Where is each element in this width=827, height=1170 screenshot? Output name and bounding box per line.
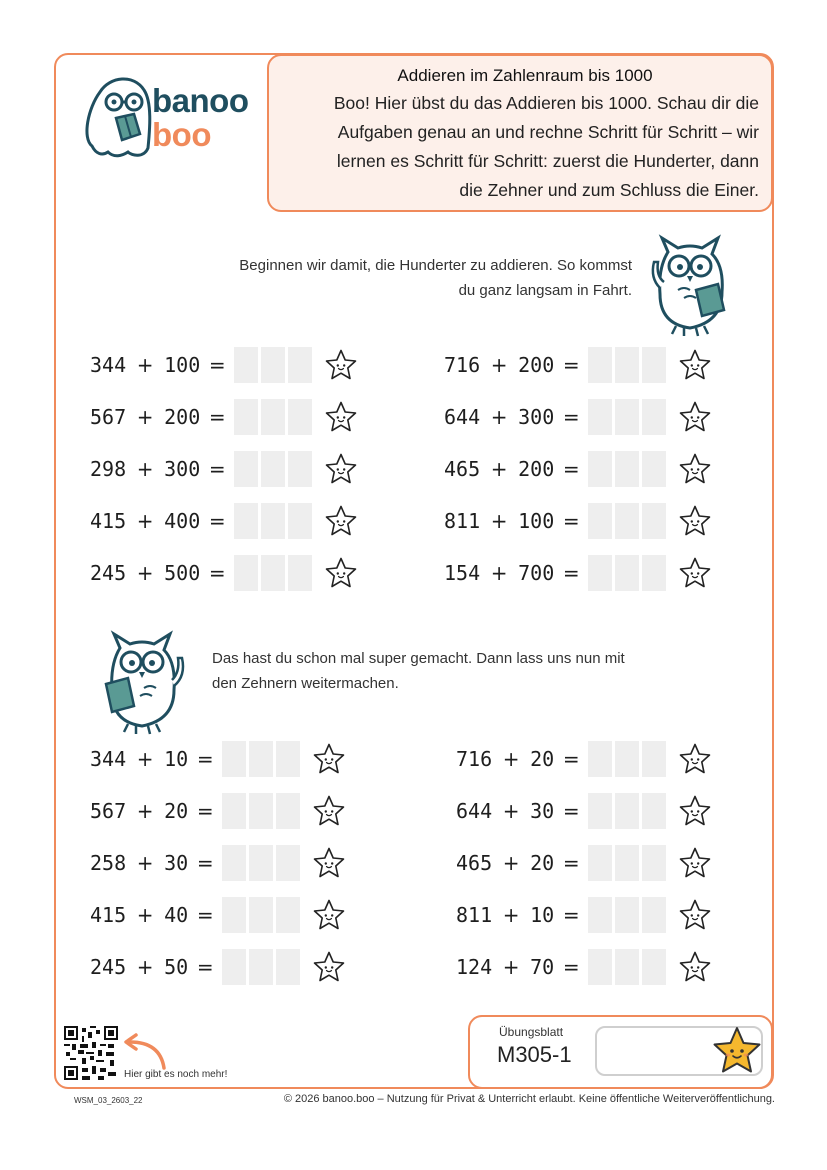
addition-task	[456, 949, 712, 985]
plus-sign: +	[502, 955, 520, 979]
addend-1: 644	[456, 799, 493, 823]
equals-sign: =	[196, 799, 214, 823]
smiling-star-icon[interactable]	[678, 400, 712, 434]
intro-line: Boo! Hier übst du das Addieren bis 1000. Schau dir die	[333, 93, 759, 113]
equals-sign: =	[196, 747, 214, 771]
instruction-line: den Zehnern weitermachen.	[212, 675, 399, 692]
digit-box[interactable]	[615, 347, 639, 383]
digit-box[interactable]	[642, 399, 666, 435]
digit-box[interactable]	[615, 451, 639, 487]
smiling-star-icon[interactable]	[324, 504, 358, 538]
plus-sign: +	[502, 799, 520, 823]
digit-box[interactable]	[642, 451, 666, 487]
answer-boxes[interactable]	[588, 949, 666, 985]
addend-2: 30	[164, 851, 189, 875]
logo-text-banoo: banoo	[152, 82, 249, 119]
digit-box[interactable]	[615, 503, 639, 539]
plus-sign: +	[136, 955, 154, 979]
owl-with-book-icon	[638, 232, 742, 340]
equals-sign: =	[562, 509, 580, 533]
addition-task	[90, 897, 346, 933]
addition-task	[90, 555, 358, 591]
intro-line: Aufgaben genau an und rechne Schritt für Schritt – wir	[337, 122, 759, 142]
addend-1: 415	[90, 903, 127, 927]
digit-box[interactable]	[222, 845, 246, 881]
plus-sign: +	[490, 353, 508, 377]
digit-box[interactable]	[588, 949, 612, 985]
smiling-star-icon[interactable]	[324, 400, 358, 434]
smiling-star-icon[interactable]	[678, 794, 712, 828]
digit-box[interactable]	[642, 503, 666, 539]
intro-line: lernen es Schritt für Schritt: zuerst die Hunderter, dann	[336, 151, 759, 171]
owl-with-book-icon	[96, 628, 200, 738]
digit-box[interactable]	[222, 897, 246, 933]
answer-boxes[interactable]	[588, 399, 666, 435]
addend-1: 811	[444, 509, 481, 533]
addend-2: 500	[164, 561, 201, 585]
addend-2: 10	[164, 747, 189, 771]
smiling-star-icon[interactable]	[312, 950, 346, 984]
equals-sign: =	[562, 457, 580, 481]
qr-label: Hier gibt es noch mehr!	[124, 1069, 228, 1080]
answer-boxes[interactable]	[222, 845, 300, 881]
digit-box[interactable]	[588, 503, 612, 539]
digit-box[interactable]	[234, 503, 258, 539]
digit-box[interactable]	[588, 399, 612, 435]
equals-sign: =	[196, 851, 214, 875]
plus-sign: +	[502, 851, 520, 875]
addition-task	[456, 741, 712, 777]
digit-box[interactable]	[261, 451, 285, 487]
equals-sign: =	[562, 955, 580, 979]
addition-task	[90, 793, 346, 829]
smiling-star-icon[interactable]	[678, 348, 712, 382]
plus-sign: +	[490, 405, 508, 429]
addition-task	[90, 347, 358, 383]
equals-sign: =	[196, 955, 214, 979]
digit-box[interactable]	[615, 845, 639, 881]
answer-boxes[interactable]	[234, 451, 312, 487]
digit-box[interactable]	[249, 741, 273, 777]
instruction-line: Das hast du schon mal super gemacht. Dann lass uns nun mit	[212, 650, 625, 667]
addend-1: 567	[90, 405, 127, 429]
smiling-star-icon[interactable]	[678, 898, 712, 932]
addend-2: 200	[518, 353, 555, 377]
digit-box[interactable]	[234, 347, 258, 383]
equals-sign: =	[562, 851, 580, 875]
digit-box[interactable]	[249, 793, 273, 829]
digit-box[interactable]	[642, 949, 666, 985]
smiling-star-icon	[711, 1025, 763, 1077]
plus-sign: +	[136, 851, 154, 875]
digit-box[interactable]	[588, 451, 612, 487]
addition-task	[90, 845, 346, 881]
smiling-star-icon[interactable]	[678, 950, 712, 984]
addition-task	[90, 949, 346, 985]
addition-task	[444, 347, 712, 383]
digit-box[interactable]	[261, 503, 285, 539]
plus-sign: +	[136, 561, 154, 585]
digit-box[interactable]	[588, 897, 612, 933]
addend-2: 700	[518, 561, 555, 585]
addition-task	[444, 451, 712, 487]
addend-2: 200	[164, 405, 201, 429]
answer-boxes[interactable]	[588, 793, 666, 829]
digit-box[interactable]	[588, 347, 612, 383]
digit-box[interactable]	[615, 793, 639, 829]
answer-boxes[interactable]	[222, 793, 300, 829]
instruction-line: Beginnen wir damit, die Hunderter zu addieren. So kommst	[239, 257, 632, 274]
plus-sign: +	[136, 509, 154, 533]
digit-box[interactable]	[642, 793, 666, 829]
answer-boxes[interactable]	[588, 555, 666, 591]
worksheet-title: Addieren im Zahlenraum bis 1000	[397, 66, 653, 85]
equals-sign: =	[196, 903, 214, 927]
digit-box[interactable]	[234, 555, 258, 591]
smiling-star-icon[interactable]	[324, 556, 358, 590]
plus-sign: +	[136, 903, 154, 927]
digit-box[interactable]	[249, 897, 273, 933]
addend-2: 100	[164, 353, 201, 377]
digit-box[interactable]	[615, 949, 639, 985]
plus-sign: +	[136, 457, 154, 481]
plus-sign: +	[502, 747, 520, 771]
addend-1: 644	[444, 405, 481, 429]
digit-box[interactable]	[222, 949, 246, 985]
curved-arrow-icon	[120, 1032, 168, 1072]
digit-box[interactable]	[222, 793, 246, 829]
digit-box[interactable]	[615, 897, 639, 933]
addition-task	[90, 741, 346, 777]
addend-2: 100	[518, 509, 555, 533]
answer-boxes[interactable]	[222, 949, 300, 985]
addend-2: 300	[164, 457, 201, 481]
addend-2: 30	[530, 799, 555, 823]
digit-box[interactable]	[288, 451, 312, 487]
addend-1: 465	[456, 851, 493, 875]
digit-box[interactable]	[276, 949, 300, 985]
smiling-star-icon[interactable]	[678, 452, 712, 486]
digit-box[interactable]	[288, 399, 312, 435]
digit-box[interactable]	[642, 845, 666, 881]
addend-2: 400	[164, 509, 201, 533]
digit-box[interactable]	[276, 845, 300, 881]
addend-1: 258	[90, 851, 127, 875]
addend-1: 811	[456, 903, 493, 927]
smiling-star-icon[interactable]	[312, 742, 346, 776]
plus-sign: +	[136, 353, 154, 377]
plus-sign: +	[136, 799, 154, 823]
intro-box	[267, 54, 773, 212]
copyright-notice: © 2026 banoo.boo – Nutzung für Privat & Unterricht erlaubt. Keine öffentliche Weiterveröffentlichung.	[283, 1093, 775, 1105]
digit-box[interactable]	[288, 555, 312, 591]
sheet-label: Übungsblatt	[499, 1025, 564, 1039]
digit-box[interactable]	[588, 793, 612, 829]
addend-1: 245	[90, 561, 127, 585]
plus-sign: +	[490, 457, 508, 481]
addend-1: 716	[456, 747, 493, 771]
section2-instruction	[212, 646, 692, 696]
plus-sign: +	[490, 561, 508, 585]
addition-task	[444, 503, 712, 539]
addition-task	[456, 897, 712, 933]
equals-sign: =	[562, 799, 580, 823]
digit-box[interactable]	[261, 555, 285, 591]
smiling-star-icon[interactable]	[678, 556, 712, 590]
equals-sign: =	[562, 903, 580, 927]
smiling-star-icon[interactable]	[678, 742, 712, 776]
addition-task	[90, 503, 358, 539]
addend-2: 20	[530, 851, 555, 875]
digit-box[interactable]	[261, 399, 285, 435]
digit-box[interactable]	[249, 845, 273, 881]
addend-1: 245	[90, 955, 127, 979]
document-code: WSM_03_2603_22	[74, 1096, 143, 1105]
addition-task	[444, 555, 712, 591]
answer-boxes[interactable]	[234, 503, 312, 539]
addend-2: 300	[518, 405, 555, 429]
smiling-star-icon[interactable]	[678, 504, 712, 538]
section1-instruction	[150, 253, 632, 303]
digit-box[interactable]	[234, 399, 258, 435]
answer-boxes[interactable]	[588, 741, 666, 777]
addend-2: 50	[164, 955, 189, 979]
smiling-star-icon[interactable]	[324, 452, 358, 486]
addend-1: 415	[90, 509, 127, 533]
digit-box[interactable]	[615, 399, 639, 435]
answer-boxes[interactable]	[222, 741, 300, 777]
answer-boxes[interactable]	[588, 347, 666, 383]
equals-sign: =	[562, 747, 580, 771]
answer-boxes[interactable]	[222, 897, 300, 933]
smiling-star-icon[interactable]	[324, 348, 358, 382]
digit-box[interactable]	[642, 741, 666, 777]
addition-task	[444, 399, 712, 435]
digit-box[interactable]	[261, 347, 285, 383]
addend-1: 716	[444, 353, 481, 377]
addend-1: 344	[90, 353, 127, 377]
answer-boxes[interactable]	[588, 897, 666, 933]
answer-boxes[interactable]	[588, 451, 666, 487]
addend-1: 298	[90, 457, 127, 481]
digit-box[interactable]	[615, 741, 639, 777]
equals-sign: =	[208, 353, 226, 377]
plus-sign: +	[490, 509, 508, 533]
logo-text-boo: boo	[152, 116, 211, 153]
answer-boxes[interactable]	[234, 347, 312, 383]
digit-box[interactable]	[276, 793, 300, 829]
answer-boxes[interactable]	[588, 845, 666, 881]
digit-box[interactable]	[249, 949, 273, 985]
equals-sign: =	[208, 561, 226, 585]
equals-sign: =	[562, 353, 580, 377]
equals-sign: =	[562, 405, 580, 429]
digit-box[interactable]	[588, 845, 612, 881]
digit-box[interactable]	[588, 741, 612, 777]
addition-task	[456, 845, 712, 881]
instruction-line: du ganz langsam in Fahrt.	[458, 282, 632, 299]
equals-sign: =	[562, 561, 580, 585]
addend-1: 465	[444, 457, 481, 481]
addend-2: 10	[530, 903, 555, 927]
digit-box[interactable]	[276, 897, 300, 933]
addend-1: 154	[444, 561, 481, 585]
smiling-star-icon[interactable]	[678, 846, 712, 880]
equals-sign: =	[208, 509, 226, 533]
digit-box[interactable]	[234, 451, 258, 487]
addend-1: 344	[90, 747, 127, 771]
answer-boxes[interactable]	[588, 503, 666, 539]
digit-box[interactable]	[276, 741, 300, 777]
digit-box[interactable]	[588, 555, 612, 591]
addend-2: 40	[164, 903, 189, 927]
addend-1: 567	[90, 799, 127, 823]
addition-task	[456, 793, 712, 829]
answer-boxes[interactable]	[234, 555, 312, 591]
plus-sign: +	[502, 903, 520, 927]
smiling-star-icon[interactable]	[312, 898, 346, 932]
addend-2: 200	[518, 457, 555, 481]
addend-1: 124	[456, 955, 493, 979]
equals-sign: =	[208, 405, 226, 429]
digit-box[interactable]	[222, 741, 246, 777]
addition-task	[90, 451, 358, 487]
sheet-code: M305-1	[497, 1042, 572, 1067]
intro-line: die Zehner und zum Schluss die Einer.	[459, 180, 759, 200]
smiling-star-icon[interactable]	[312, 846, 346, 880]
digit-box[interactable]	[288, 347, 312, 383]
addend-2: 20	[164, 799, 189, 823]
plus-sign: +	[136, 747, 154, 771]
equals-sign: =	[208, 457, 226, 481]
digit-box[interactable]	[615, 555, 639, 591]
qr-code-icon	[64, 1026, 118, 1080]
addition-task	[90, 399, 358, 435]
digit-box[interactable]	[642, 897, 666, 933]
answer-boxes[interactable]	[234, 399, 312, 435]
addend-2: 20	[530, 747, 555, 771]
plus-sign: +	[136, 405, 154, 429]
digit-box[interactable]	[642, 347, 666, 383]
smiling-star-icon[interactable]	[312, 794, 346, 828]
digit-box[interactable]	[288, 503, 312, 539]
digit-box[interactable]	[642, 555, 666, 591]
addend-2: 70	[530, 955, 555, 979]
